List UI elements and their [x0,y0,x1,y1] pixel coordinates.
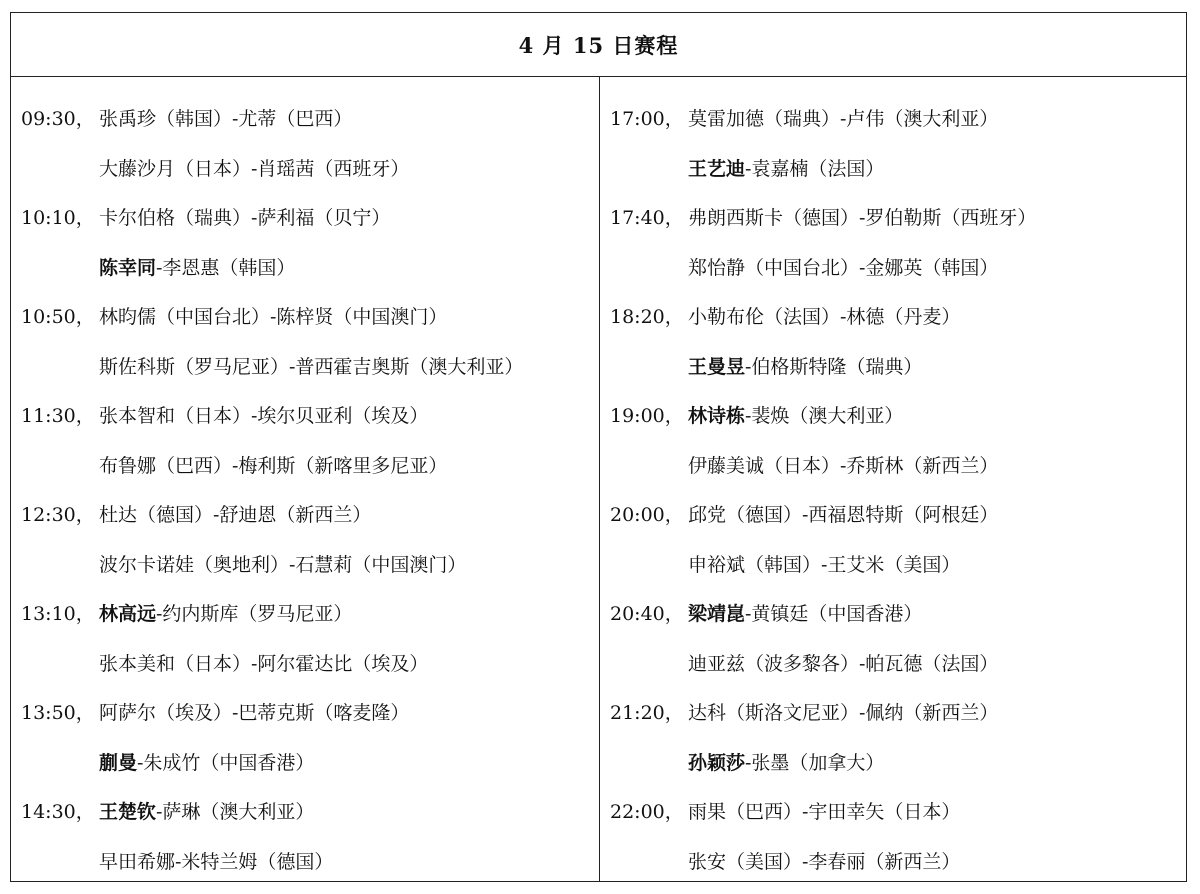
match-text [99,500,371,527]
chinese-player-name: 梁靖崑 [688,603,746,626]
match-text [688,599,922,626]
match-opponents: -黄镇廷（中国香港） [745,603,923,626]
match-text [688,649,998,676]
chinese-player-name: 王楚钦 [99,801,157,824]
match-text [99,748,314,775]
time-slot [610,291,1186,390]
match-opponents: 郑怡静（中国台北）-金娜英（韩国） [688,256,999,279]
schedule-table [10,12,1187,882]
time-slot [610,192,1186,291]
match-row [610,836,1186,886]
match-opponents: 莫雷加德（瑞典）-卢伟（澳大利亚） [688,108,999,131]
time-slot [21,192,599,291]
time-slot [610,786,1186,885]
time-slot [21,687,599,786]
match-opponents: -约内斯库（罗马尼亚） [156,603,353,626]
slot-time: 09:30， [21,108,95,131]
match-text [99,451,447,478]
slot-time: 10:10， [21,207,95,230]
schedule-columns [11,77,1186,881]
match-text [99,797,314,824]
chinese-player-name: 陈幸同 [99,256,157,279]
match-opponents: -朱成竹（中国香港） [137,751,315,774]
match-opponents: 早田希娜-米特兰姆（德国） [99,850,334,873]
time-slot [610,489,1186,588]
match-opponents: 布鲁娜（巴西）-梅利斯（新喀里多尼亚） [99,454,448,477]
match-opponents: 斯佐科斯（罗马尼亚）-普西霍吉奥斯（澳大利亚） [99,355,524,378]
match-row [610,93,1186,143]
match-text [688,797,960,824]
match-opponents: 张本美和（日本）-阿尔霍达比（埃及） [99,652,429,675]
match-text [688,451,998,478]
match-row [610,390,1186,440]
match-opponents: -伯格斯特隆（瑞典） [745,355,923,378]
match-opponents: 卡尔伯格（瑞典）-萨利福（贝宁） [99,207,391,230]
schedule-title: 4 月 15 日赛程 [11,13,1186,77]
match-text [99,698,409,725]
chinese-player-name: 林诗栋 [688,405,746,428]
match-opponents: -袁嘉楠（法国） [745,157,885,180]
time-slot [21,786,599,885]
match-text [99,253,295,280]
match-text [99,352,523,379]
match-opponents: 张禹珍（韩国）-尤蒂（巴西） [99,108,353,131]
slot-time: 18:20， [610,306,684,329]
match-text [688,748,884,775]
match-row [21,93,599,143]
match-text [99,154,409,181]
match-row [21,836,599,886]
match-row [21,291,599,341]
match-text [688,104,998,131]
match-text [99,302,447,329]
match-opponents: -张墨（加拿大） [745,751,885,774]
slot-time: 17:00， [610,108,684,131]
match-row [21,539,599,589]
match-row [610,786,1186,836]
match-opponents: 伊藤美诚（日本）-乔斯林（新西兰） [688,454,999,477]
match-row [610,242,1186,292]
match-row [21,440,599,490]
match-row [21,390,599,440]
match-opponents: 雨果（巴西）-宇田幸矢（日本） [688,801,961,824]
match-text [99,847,333,874]
slot-time: 22:00， [610,801,684,824]
slot-time: 10:50， [21,306,95,329]
match-row [21,341,599,391]
time-slot [21,390,599,489]
match-row [610,588,1186,638]
match-row [21,588,599,638]
match-opponents: 大藤沙月（日本）-肖瑶茜（西班牙） [99,157,410,180]
time-slot [21,588,599,687]
match-opponents: 张安（美国）-李春丽（新西兰） [688,850,961,873]
match-text [688,500,998,527]
match-row [21,192,599,242]
slot-time: 20:40， [610,603,684,626]
slot-time: 13:10， [21,603,95,626]
match-opponents: 杜达（德国）-舒迪恩（新西兰） [99,504,372,527]
match-text [99,649,428,676]
match-opponents: 张本智和（日本）-埃尔贝亚利（埃及） [99,405,429,428]
slot-time: 11:30， [21,405,95,428]
match-opponents: 迪亚兹（波多黎各）-帕瓦德（法国） [688,652,999,675]
chinese-player-name: 蒯曼 [99,751,138,774]
slot-time: 13:50， [21,702,95,725]
match-row [610,291,1186,341]
chinese-player-name: 王艺迪 [688,157,746,180]
time-slot [21,291,599,390]
chinese-player-name: 王曼昱 [688,355,746,378]
match-opponents: 阿萨尔（埃及）-巴蒂克斯（喀麦隆） [99,702,410,725]
match-row [21,143,599,193]
match-text [688,698,998,725]
match-text [688,550,960,577]
match-opponents: 小勒布伦（法国）-林德（丹麦） [688,306,961,329]
slot-time: 21:20， [610,702,684,725]
time-slot [610,93,1186,192]
chinese-player-name: 孙颖莎 [688,751,746,774]
slot-time: 20:00， [610,504,684,527]
match-opponents: 林昀儒（中国台北）-陈梓贤（中国澳门） [99,306,448,329]
time-slot [610,390,1186,489]
slot-time: 14:30， [21,801,95,824]
match-row [610,687,1186,737]
match-row [21,687,599,737]
match-text [99,599,352,626]
time-slot [610,687,1186,786]
match-text [688,302,960,329]
match-opponents: -裴焕（澳大利亚） [745,405,904,428]
match-text [688,847,960,874]
match-opponents: 申裕斌（韩国）-王艾米（美国） [688,553,961,576]
match-row [21,737,599,787]
match-opponents: 邱党（德国）-西福恩特斯（阿根廷） [688,504,999,527]
right-column [600,77,1186,881]
match-row [610,638,1186,688]
match-text [688,253,998,280]
match-row [21,786,599,836]
match-text [688,203,1036,230]
match-opponents: 弗朗西斯卡（德国）-罗伯勒斯（西班牙） [688,207,1037,230]
match-row [610,440,1186,490]
match-row [21,242,599,292]
slot-time: 12:30， [21,504,95,527]
time-slot [21,489,599,588]
match-row [21,489,599,539]
slot-time: 19:00， [610,405,684,428]
match-text [99,550,466,577]
time-slot [610,588,1186,687]
match-row [21,638,599,688]
match-opponents: -萨琳（澳大利亚） [156,801,315,824]
chinese-player-name: 林高远 [99,603,157,626]
match-opponents: 达科（斯洛文尼亚）-佩纳（新西兰） [688,702,999,725]
match-row [610,489,1186,539]
match-opponents: 波尔卡诺娃（奥地利）-石慧莉（中国澳门） [99,553,467,576]
match-text [99,104,352,131]
match-text [688,401,903,428]
match-text [99,203,390,230]
match-text [688,154,884,181]
time-slot [21,93,599,192]
match-text [688,352,922,379]
match-opponents: -李恩惠（韩国） [156,256,296,279]
match-row [610,341,1186,391]
left-column [11,77,600,881]
match-text [99,401,428,428]
match-row [610,143,1186,193]
match-row [610,737,1186,787]
match-row [610,192,1186,242]
slot-time: 17:40， [610,207,684,230]
match-row [610,539,1186,589]
